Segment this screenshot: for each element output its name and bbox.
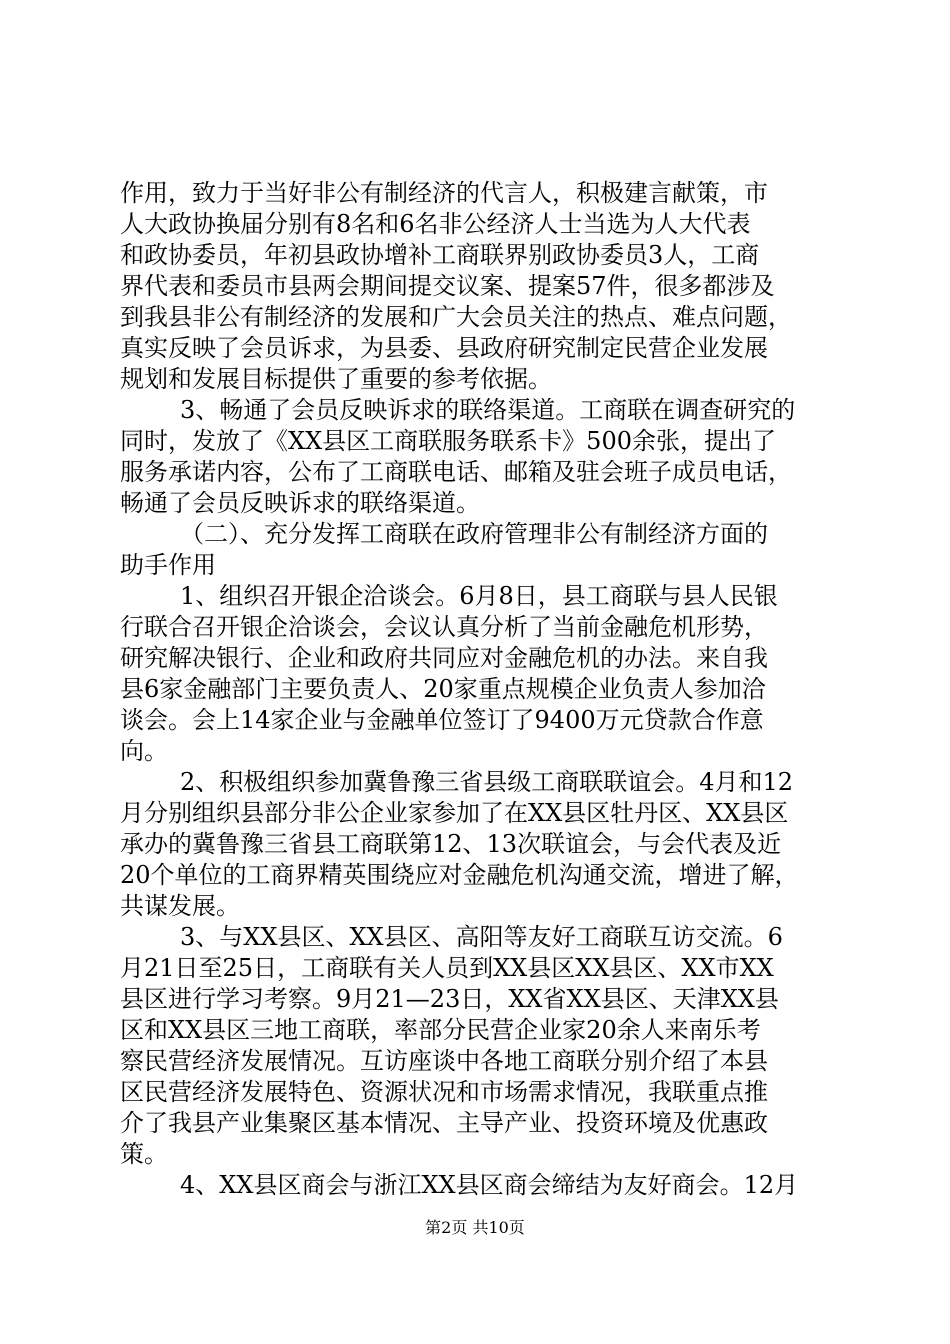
text-line: 介了我县产业集聚区基本情况、主导产业、投资环境及优惠政 [120, 1109, 768, 1137]
section-heading: 助手作用 [120, 551, 216, 579]
text-line: 3、与XX县区、XX县区、高阳等友好工商联互访交流。6 [180, 923, 783, 951]
text-line: 和政协委员，年初县政协增补工商联界别政协委员3人，工商 [120, 241, 760, 269]
text-line: 月分别组织县部分非公企业家参加了在XX县区牡丹区、XX县区 [120, 799, 789, 827]
text-line: 4、XX县区商会与浙江XX县区商会缔结为友好商会。12月 [180, 1171, 799, 1199]
text-line: 策。 [120, 1140, 168, 1168]
text-line: 作用，致力于当好非公有制经济的代言人，积极建言献策，市 [120, 179, 768, 207]
page-footer: 第2页 共10页 [425, 1218, 525, 1237]
text-line: 察民营经济发展情况。互访座谈中各地工商联分别介绍了本县 [120, 1047, 768, 1075]
text-line: 2、积极组织参加冀鲁豫三省县级工商联联谊会。4月和12 [180, 768, 794, 796]
text-line: 规划和发展目标提供了重要的参考依据。 [120, 365, 552, 393]
text-line: 月21日至25日，工商联有关人员到XX县区XX县区、XX市XX [120, 954, 774, 982]
text-line: 谈会。会上14家企业与金融单位签订了9400万元贷款合作意 [120, 706, 764, 734]
text-line: 3、畅通了会员反映诉求的联络渠道。工商联在调查研究的 [180, 396, 796, 424]
text-line: 同时，发放了《XX县区工商联服务联系卡》500余张，提出了 [120, 427, 776, 455]
text-line: 共谋发展。 [120, 892, 240, 920]
text-line: 畅通了会员反映诉求的联络渠道。 [120, 489, 480, 517]
text-line: 行联合召开银企洽谈会，会议认真分析了当前金融危机形势， [120, 613, 768, 641]
text-line: 真实反映了会员诉求，为县委、县政府研究制定民营企业发展 [120, 334, 768, 362]
text-line: 到我县非公有制经济的发展和广大会员关注的热点、难点问题， [120, 303, 792, 331]
text-line: 服务承诺内容，公布了工商联电话、邮箱及驻会班子成员电话， [120, 458, 792, 486]
text-line: 县6家金融部门主要负责人、20家重点规模企业负责人参加洽 [120, 675, 766, 703]
text-line: 区民营经济发展特色、资源状况和市场需求情况，我联重点推 [120, 1078, 768, 1106]
text-line: 20个单位的工商界精英围绕应对金融危机沟通交流，增进了解， [120, 861, 799, 889]
text-line: 研究解决银行、企业和政府共同应对金融危机的办法。来自我 [120, 644, 768, 672]
text-line: 县区进行学习考察。9月21—23日，XX省XX县区、天津XX县 [120, 985, 779, 1013]
section-heading: （二）、充分发挥工商联在政府管理非公有制经济方面的 [180, 520, 768, 548]
text-line: 向。 [120, 737, 168, 765]
text-line: 1、组织召开银企洽谈会。6月8日，县工商联与县人民银 [180, 582, 778, 610]
text-line: 界代表和委员市县两会期间提交议案、提案57件，很多都涉及 [120, 272, 775, 300]
text-line: 承办的冀鲁豫三省县工商联第12、13次联谊会，与会代表及近 [120, 830, 782, 858]
text-line: 人大政协换届分别有8名和6名非公经济人士当选为人大代表 [120, 210, 751, 238]
text-line: 区和XX县区三地工商联，率部分民营企业家20余人来南乐考 [120, 1016, 761, 1044]
